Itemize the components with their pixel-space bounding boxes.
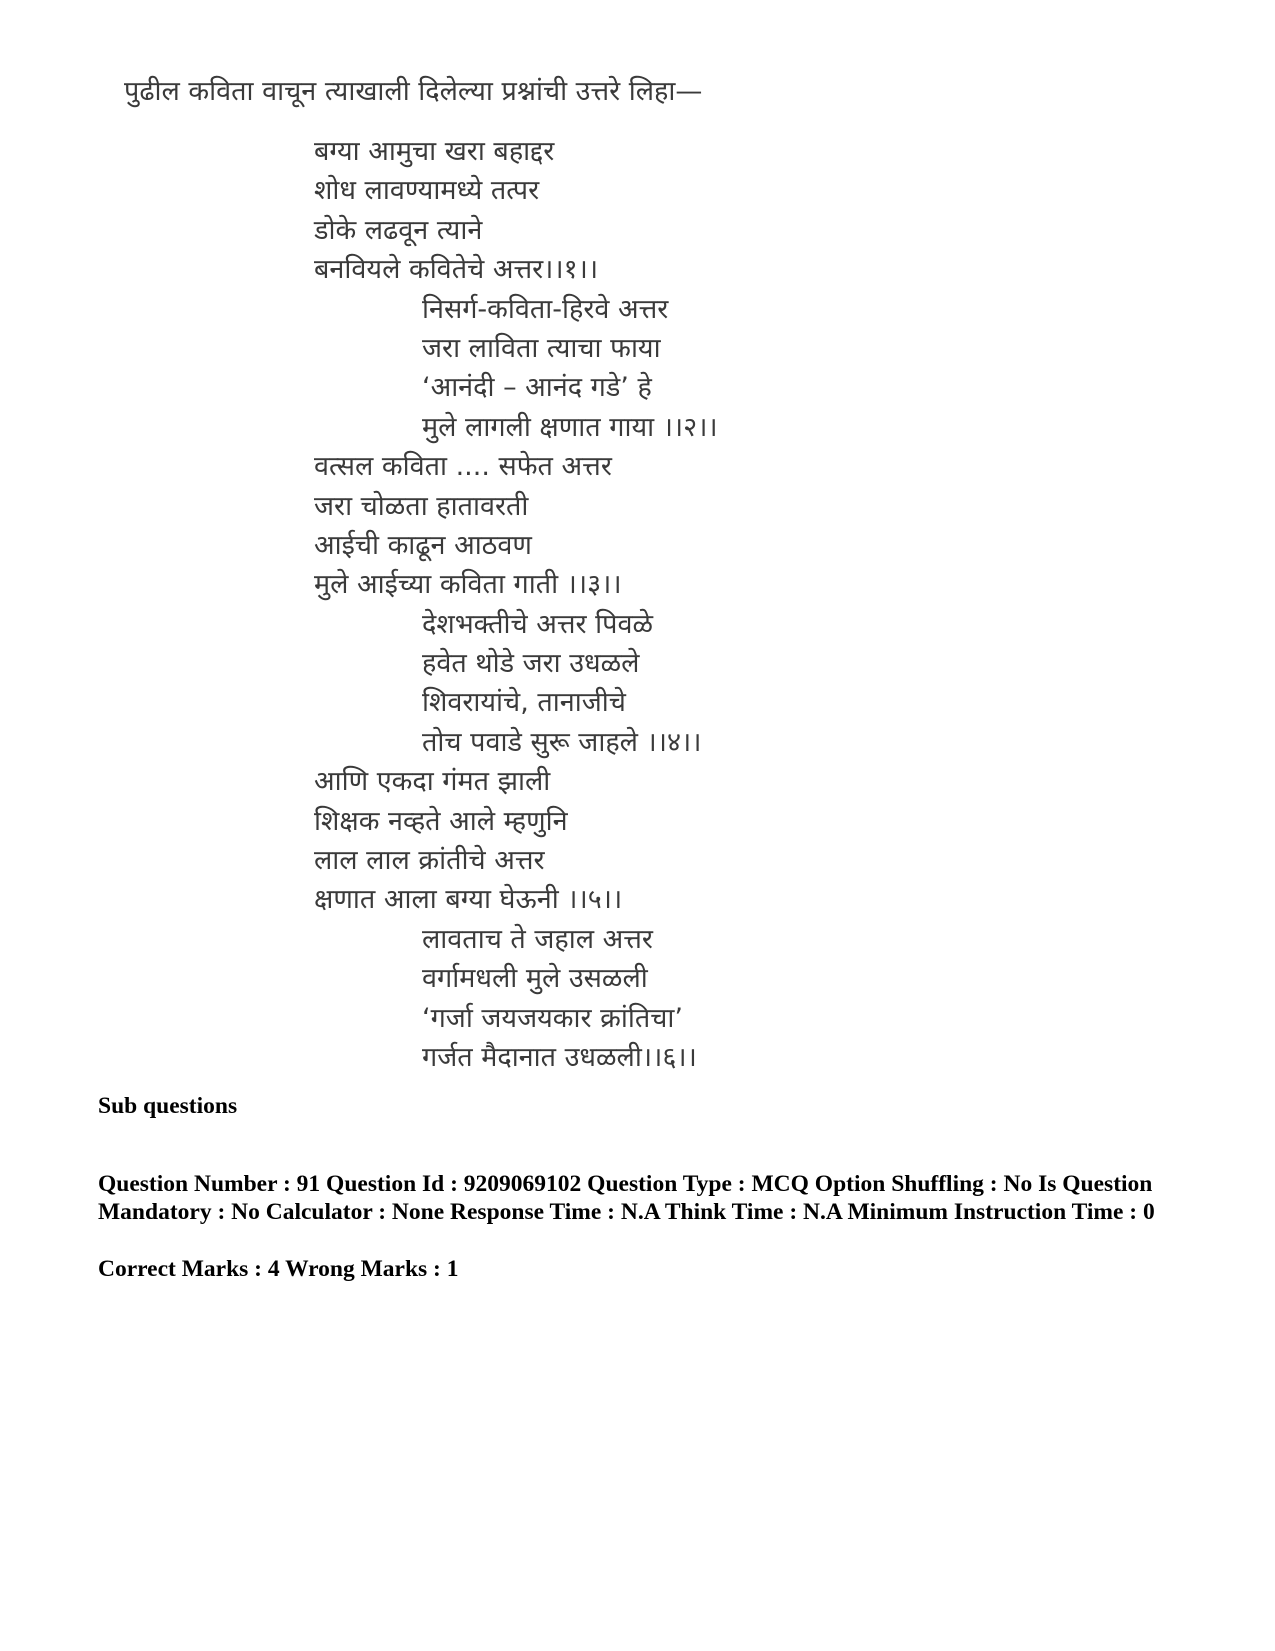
poem-stanza-5 (314, 762, 874, 920)
poem-line: बग्या आमुचा खरा बहाद्दर (314, 136, 555, 167)
poem-line: हवेत थोडे जरा उधळले (422, 648, 640, 680)
poem-line: मुले लागली क्षणात गाया ।।२।। (422, 411, 718, 443)
sub-questions-heading: Sub questions (98, 1093, 238, 1119)
poem-line: मुले आईच्या कविता गाती ।।३।। (314, 569, 622, 601)
poem-line: तोच पवाडे सुरू जाहले ।।४।। (422, 726, 702, 758)
poem-line: क्षणात आला बग्या घेऊनी ।।५।। (314, 884, 623, 916)
poem-line: जरा लाविता त्याचा फाया (422, 332, 661, 364)
poem-line: आईची काढून आठवण (314, 529, 532, 561)
question-info: Question Number : 91 Question Id : 9209069102 Question Type : MCQ Option Shuffling : No Is Question Mandatory : No Calculator : None Response Time : N.A Think Time : N.A Minimum Instruction Time : 0 (98, 1171, 1155, 1225)
poem-stanza-4 (314, 605, 874, 763)
instruction-text: पुढील कविता वाचून त्याखाली दिलेल्या प्रश्नांची उत्तरे लिहा— (124, 76, 703, 107)
marks-info: Correct Marks : 4 Wrong Marks : 1 (98, 1256, 459, 1282)
poem-line: वर्गामधली मुले उसळली (422, 963, 648, 995)
poem-line: शिक्षक नव्हते आले म्हणुनि (314, 805, 568, 837)
poem-stanza-1 (314, 132, 874, 290)
poem-line: बनवियले कवितेचे अत्तर।।१।। (314, 254, 599, 286)
poem-line: गर्जत मैदानात उधळली।।६।। (422, 1041, 697, 1073)
poem (314, 132, 874, 1077)
poem-line: जरा चोळता हातावरती (314, 490, 529, 522)
poem-line: शोध लावण्यामध्ये तत्पर (314, 175, 540, 207)
poem-line: देशभक्तीचे अत्तर पिवळे (422, 608, 654, 640)
poem-stanza-3 (314, 447, 874, 605)
poem-stanza-2 (314, 290, 874, 448)
poem-line: निसर्ग-कविता-हिरवे अत्तर (422, 293, 669, 325)
poem-line: वत्सल कविता .... सफेत अत्तर (314, 451, 612, 483)
poem-line: शिवरायांचे, तानाजीचे (422, 687, 626, 719)
poem-line: लाल लाल क्रांतीचे अत्तर (314, 845, 545, 877)
poem-line: ‘आनंदी – आनंद गडे’ हे (422, 372, 652, 404)
poem-stanza-6 (314, 920, 874, 1078)
poem-line: आणि एकदा गंमत झाली (314, 766, 551, 798)
poem-line: ‘गर्जा जयजयकार क्रांतिचा’ (422, 1002, 683, 1034)
poem-line: लावताच ते जहाल अत्तर (422, 923, 653, 955)
poem-line: डोके लढवून त्याने (314, 214, 483, 246)
